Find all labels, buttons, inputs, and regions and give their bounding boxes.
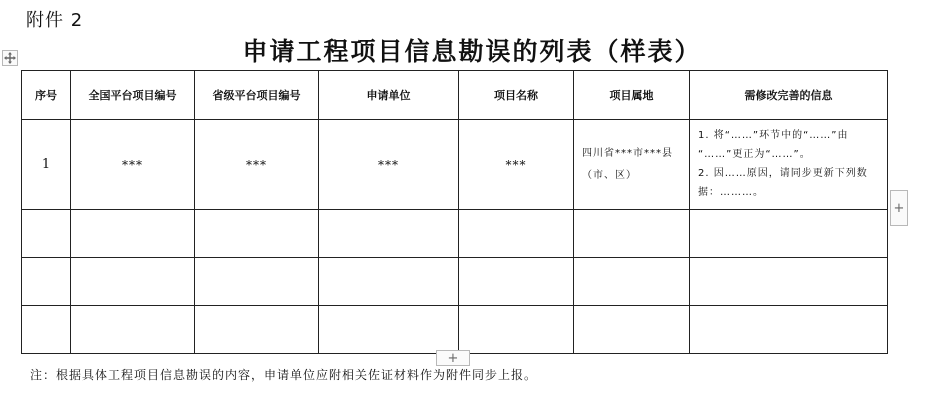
header-national-id: 全国平台项目编号: [71, 71, 195, 120]
empty-cell[interactable]: [22, 210, 71, 258]
empty-cell[interactable]: [71, 306, 195, 354]
empty-cell[interactable]: [71, 258, 195, 306]
header-provincial-id: 省级平台项目编号: [195, 71, 319, 120]
empty-cell[interactable]: [574, 210, 690, 258]
add-column-button[interactable]: +: [436, 350, 470, 366]
empty-cell[interactable]: [22, 258, 71, 306]
cell-location[interactable]: [574, 120, 690, 210]
header-project-name: 项目名称: [459, 71, 574, 120]
empty-cell[interactable]: [195, 306, 319, 354]
empty-cell[interactable]: [195, 210, 319, 258]
table-row: [22, 306, 888, 354]
empty-cell[interactable]: [71, 210, 195, 258]
empty-cell[interactable]: [319, 306, 459, 354]
header-applicant: 申请单位: [319, 71, 459, 120]
empty-cell[interactable]: [690, 210, 888, 258]
empty-cell[interactable]: [459, 210, 574, 258]
cell-info[interactable]: [690, 120, 888, 210]
info-line: “……”更正为“……”。: [698, 149, 811, 160]
cell-project-name[interactable]: ***: [459, 120, 574, 210]
add-row-button[interactable]: +: [890, 190, 908, 226]
empty-cell[interactable]: [459, 306, 574, 354]
empty-cell[interactable]: [22, 306, 71, 354]
errata-table: [21, 70, 888, 354]
empty-cell[interactable]: [574, 306, 690, 354]
empty-cell[interactable]: [690, 258, 888, 306]
empty-cell[interactable]: [319, 210, 459, 258]
table-row: [22, 210, 888, 258]
attachment-label: 附件 2: [26, 10, 84, 31]
empty-cell[interactable]: [574, 258, 690, 306]
info-line: 据：………。: [698, 187, 764, 198]
cell-seq[interactable]: 1: [22, 120, 71, 210]
table-row: [22, 120, 888, 210]
location-line: （市、区）: [582, 169, 637, 181]
info-line: 2. 因……原因，请同步更新下列数: [698, 168, 868, 179]
header-seq: 序号: [22, 71, 71, 120]
page-title: 申请工程项目信息勘误的列表（样表）: [242, 37, 702, 66]
empty-cell[interactable]: [690, 306, 888, 354]
empty-cell[interactable]: [195, 258, 319, 306]
table-row: [22, 258, 888, 306]
header-location: 项目属地: [574, 71, 690, 120]
empty-cell[interactable]: [459, 258, 574, 306]
cell-applicant[interactable]: ***: [319, 120, 459, 210]
header-info: 需修改完善的信息: [690, 71, 888, 120]
empty-cell[interactable]: [319, 258, 459, 306]
cell-national-id[interactable]: ***: [71, 120, 195, 210]
table-header-row: [22, 71, 888, 120]
footnote: 注：根据具体工程项目信息勘误的内容，申请单位应附相关佐证材料作为附件同步上报。: [30, 368, 538, 382]
info-line: 1. 将“……”环节中的“……”由: [698, 130, 849, 141]
location-line: 四川省***市***县: [582, 147, 673, 159]
cell-provincial-id[interactable]: ***: [195, 120, 319, 210]
